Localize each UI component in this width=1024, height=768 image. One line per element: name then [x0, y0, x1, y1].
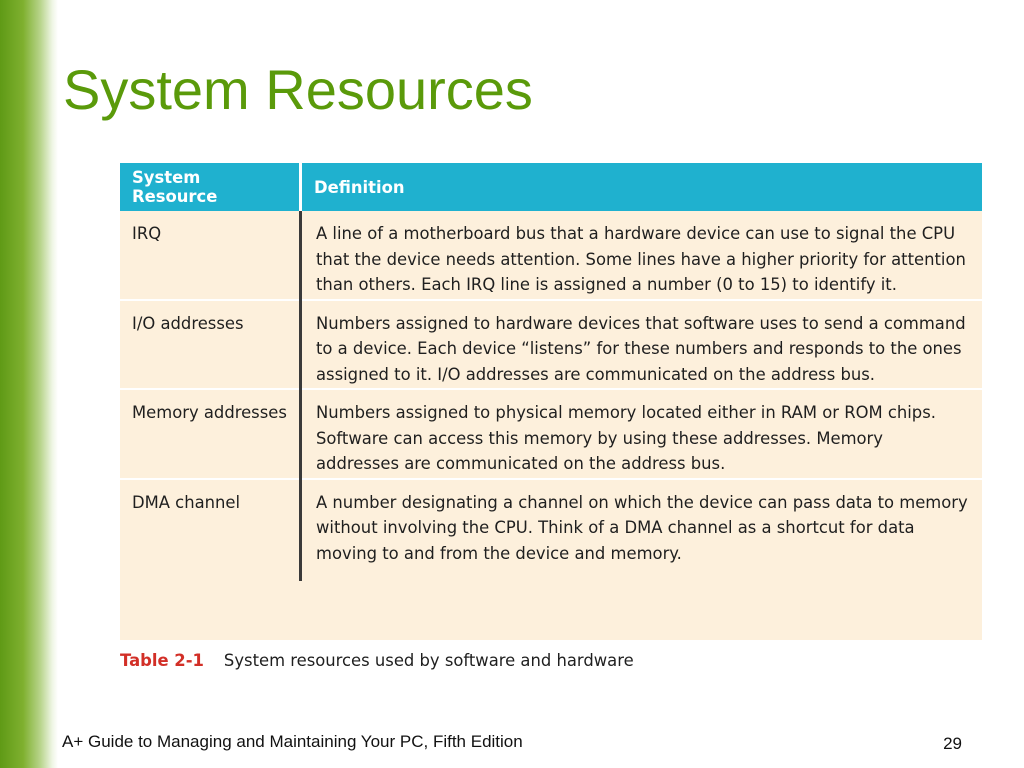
decorative-side-bar: [0, 0, 58, 768]
page-number: 29: [943, 734, 962, 753]
table-row: [120, 479, 982, 581]
resource-definition: Numbers assigned to physical memory located either in RAM or ROM chips. Software can access this memory by using these addresses. Memory addresses are communicated on the address bus.: [301, 389, 983, 479]
table-caption-text: System resources used by software and hardware: [223, 651, 634, 670]
table-row: [120, 389, 982, 479]
resource-name: DMA channel: [120, 479, 301, 581]
resource-definition: Numbers assigned to hardware devices that software uses to send a command to a device. Each device “listens” for these numbers and responds to the ones assigned to it. I/O addresses are communicated on the address bus.: [301, 300, 983, 390]
resource-definition: A line of a motherboard bus that a hardware device can use to signal the CPU that the device needs attention. Some lines have a higher priority for attention than others. Each IRQ line is assigned a number (0 to 15) to identify it.: [301, 211, 983, 300]
table-row: [120, 300, 982, 390]
resources-table-panel: [120, 163, 982, 640]
table-caption: [120, 651, 634, 670]
resource-definition: A number designating a channel on which the device can pass data to memory without involving the CPU. Think of a DMA channel as a shortcut for data moving to and from the device and memory.: [316, 492, 968, 563]
resource-name: Memory addresses: [120, 389, 301, 479]
slide-title: System Resources: [63, 58, 533, 121]
system-resources-table: [120, 163, 982, 581]
footer-book-title: A+ Guide to Managing and Maintaining Your PC, Fifth Edition: [62, 732, 523, 751]
table-row: [120, 211, 982, 300]
header-system-resource: System Resource: [120, 163, 301, 211]
table-caption-number: Table 2-1: [120, 651, 204, 670]
resource-name: I/O addresses: [120, 300, 301, 390]
table-header-row: [120, 163, 982, 211]
header-definition: Definition: [301, 163, 983, 211]
resource-name: IRQ: [120, 211, 301, 300]
